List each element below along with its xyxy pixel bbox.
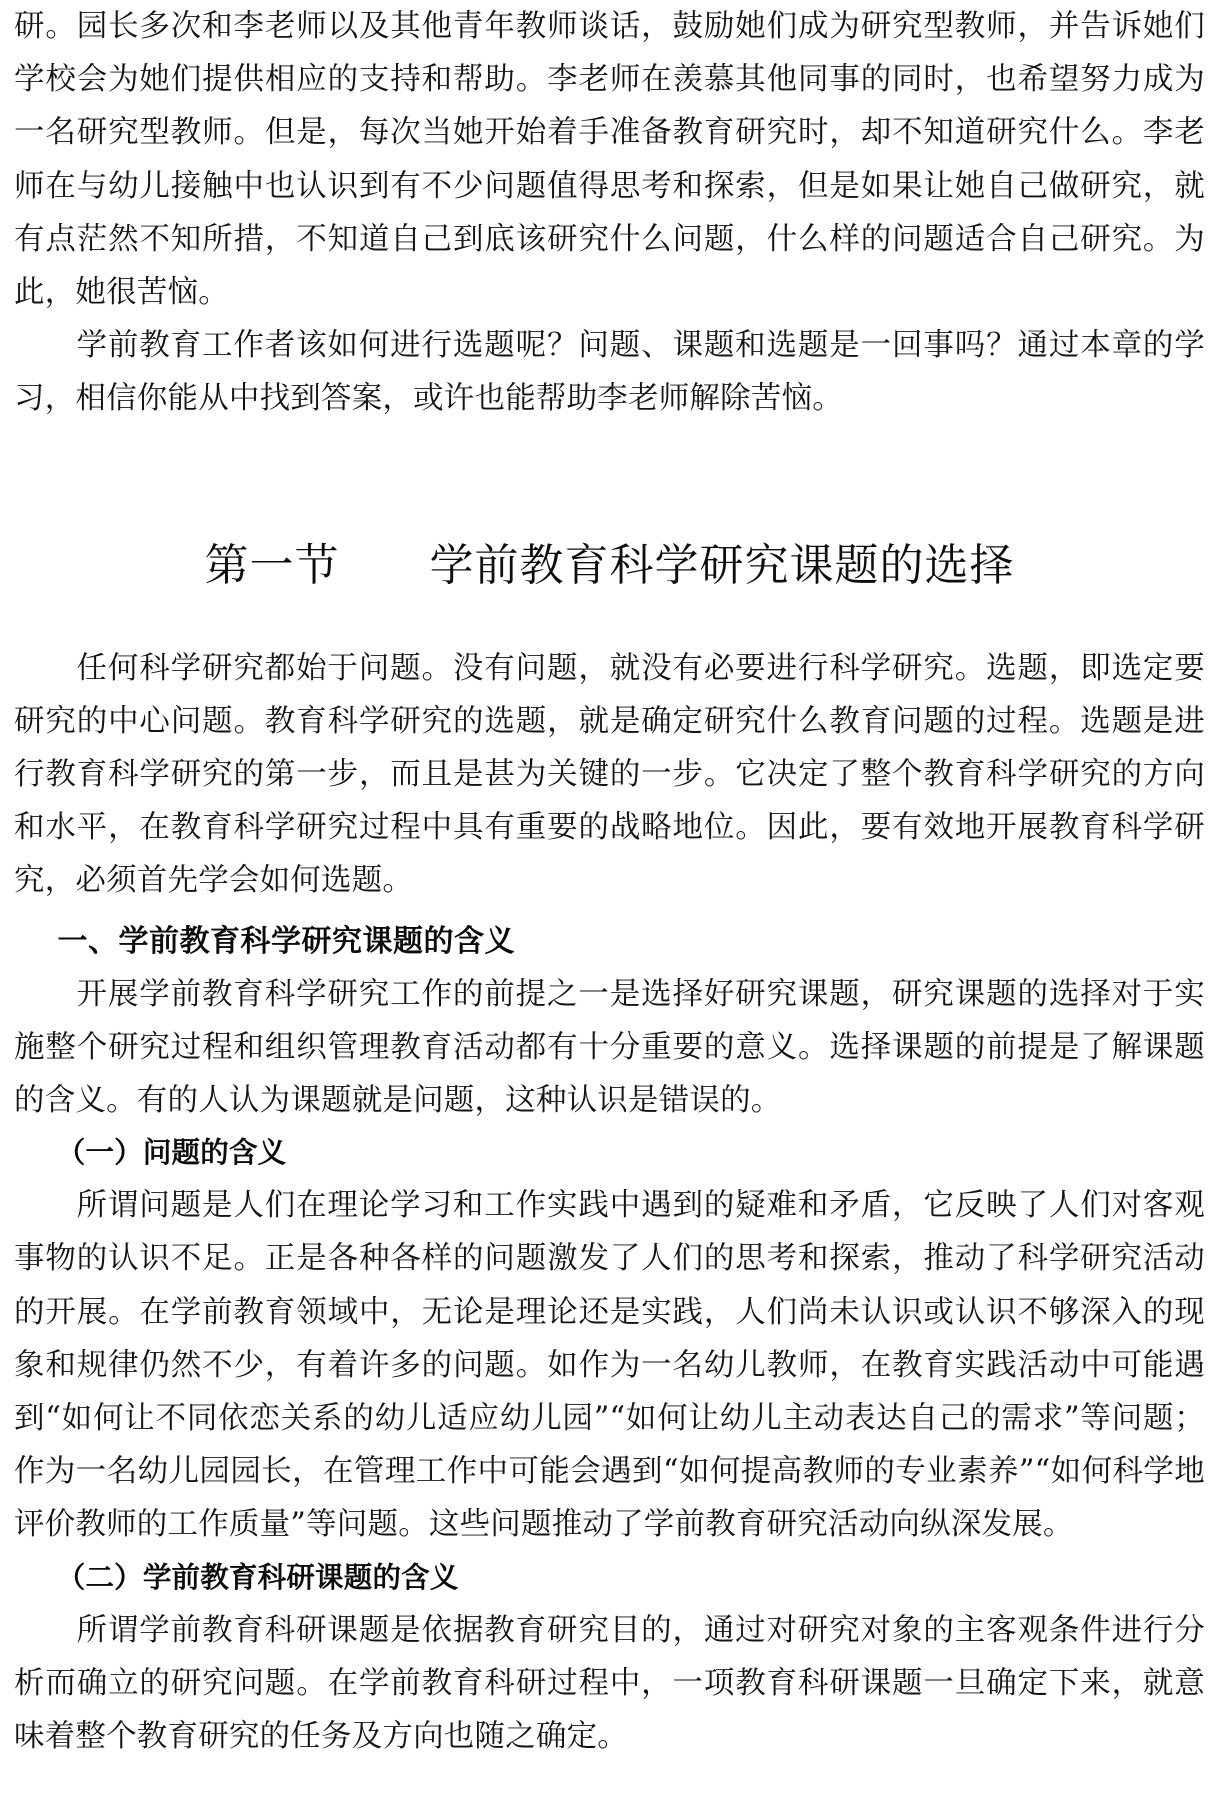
intro-paragraph: 任何科学研究都始于问题。没有问题，就没有必要进行科学研究。选题，即选定要研究的中心问题。教育科学研究的选题，就是确定研究什么教育问题的过程。选题是进行教育科学研究的第一步，而且是甚为关键的一步。它决定了整个教育科学研究的方向和水平，在教育科学研究过程中具有重要的战略地位。因此，要有效地开展教育科学研究，必须首先学会如何选题。	[14, 650, 1205, 899]
heading-1-spacer	[14, 908, 1205, 916]
section-title: 第一节 学前教育科学研究课题的选择	[204, 539, 1015, 591]
heading-level1-meaning-of-research-topic: 一、学前教育科学研究课题的含义	[57, 923, 515, 959]
paragraph-1-block	[14, 968, 1205, 1128]
paragraph-2: 所谓问题是人们在理论学习和工作实践中遇到的疑难和矛盾，它反映了人们对客观事物的认识不足。正是各种各样的问题激发了人们的思考和探索，推动了科学研究活动的开展。在学前教育领域中，无论是理论还是实践，人们尚未认识或认识不够深入的现象和规律仍然不少，有着许多的问题。如作为一名幼儿教师，在教育实践活动中可能遇到“如何让不同依恋关系的幼儿适应幼儿园”“如何让幼儿主动表达自己的需求”等问题；作为一名幼儿园园长，在管理工作中可能会遇到“如何提高教师的专业素养”“如何科学地评价教师的工作质量”等问题。这些问题推动了学前教育研究活动向纵深发展。	[14, 1188, 1205, 1543]
heading-level2-meaning-of-problem: （一）问题的含义	[56, 1136, 287, 1170]
intro-paragraph-block	[14, 642, 1205, 908]
opening-paragraph-block	[14, 0, 1205, 319]
opening-paragraph: 研。园长多次和李老师以及其他青年教师谈话，鼓励她们成为研究型教师，并告诉她们学校会为她们提供相应的支持和帮助。李老师在羡慕其他同事的同时，也希望努力成为一名研究型教师。但是，每次当她开始着手准备教育研究时，却不知道研究什么。李老师在与幼儿接触中也认识到有不少问题值得思考和探索，但是如果让她自己做研究，就有点茫然不知所措，不知道自己到底该研究什么问题，什么样的问题适合自己研究。为此，她很苦恼。	[14, 9, 1205, 311]
title-bottom-spacer	[14, 594, 1205, 642]
opening-paragraph-2: 学前教育工作者该如何进行选题呢？问题、课题和选题是一回事吗？通过本章的学习，相信你能从中找到答案，或许也能帮助李老师解除苦恼。	[14, 328, 1205, 417]
paragraph-2-block	[14, 1179, 1205, 1551]
heading-level2-meaning-of-research-subject: （二）学前教育科研课题的含义	[56, 1560, 459, 1594]
paragraph-1: 开展学前教育科学研究工作的前提之一是选择好研究课题，研究课题的选择对于实施整个研究过程和组织管理教育活动都有十分重要的意义。选择课题的前提是了解课题的含义。有的人认为课题就是问题，这种认识是错误的。	[14, 976, 1205, 1119]
opening-paragraph-2-block	[14, 319, 1205, 425]
title-top-spacer	[14, 426, 1205, 538]
paragraph-3-block	[14, 1604, 1205, 1764]
paragraph-3: 所谓学前教育科研课题是依据教育研究目的，通过对研究对象的主客观条件进行分析而确立的研究问题。在学前教育科研过程中，一项教育科研课题一旦确定下来，就意味着整个教育研究的任务及方向也随之确定。	[14, 1612, 1205, 1755]
